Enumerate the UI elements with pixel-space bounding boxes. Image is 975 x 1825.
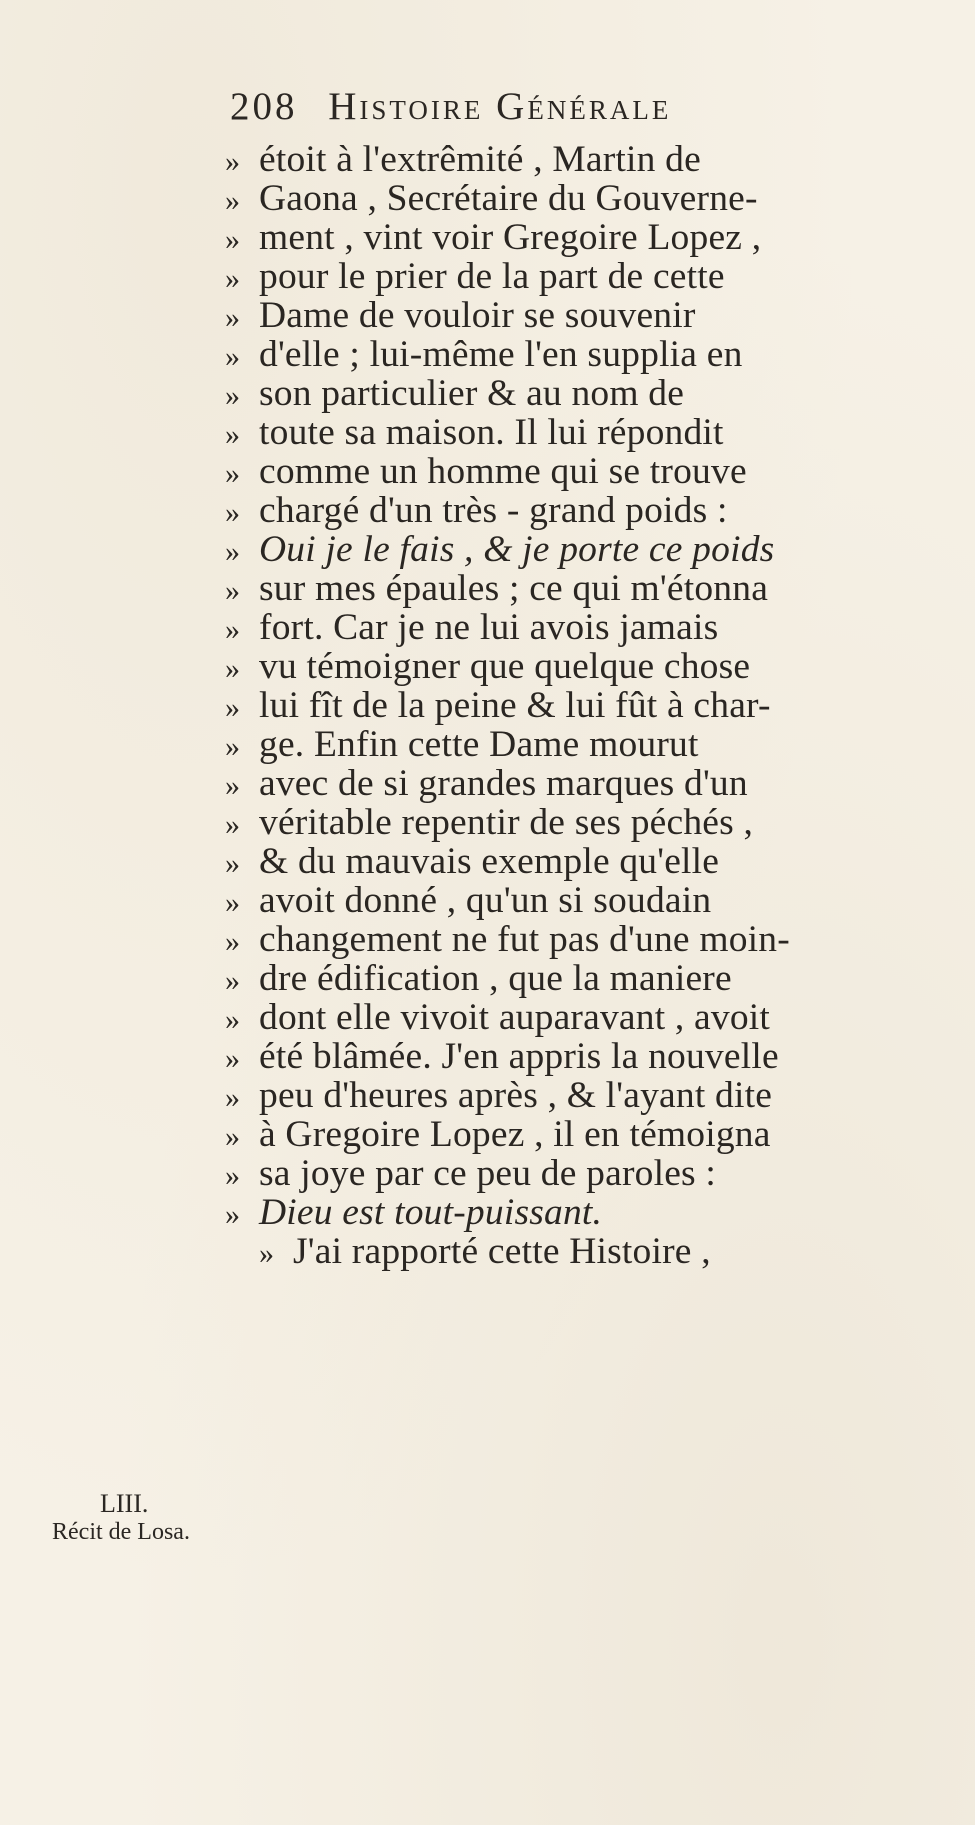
quote-mark: » <box>225 223 241 256</box>
text-line: » & du mauvais exemple qu'elle <box>225 841 720 882</box>
text-line: » ment , vint voir Gregoire Lopez , <box>225 217 762 258</box>
quote-mark: » <box>225 457 241 490</box>
running-head: Histoire Générale <box>328 85 672 128</box>
text-line: » avec de si grandes marques d'un <box>225 763 748 804</box>
quote-mark: » <box>225 847 241 880</box>
quote-mark: » <box>225 184 241 217</box>
text-line-italic: » Dieu est tout-puissant. <box>225 1192 603 1233</box>
text-line: » chargé d'un très - grand poids : <box>225 490 728 531</box>
text-line: » d'elle ; lui-même l'en supplia en <box>225 334 743 375</box>
quote-mark: » <box>225 301 241 334</box>
text-line: » changement ne fut pas d'une moin- <box>225 919 790 960</box>
text-line: » avoit donné , qu'un si soudain <box>225 880 712 921</box>
quote-mark: » <box>225 808 241 841</box>
text-line: » J'ai rapporté cette Histoire , <box>259 1231 711 1272</box>
text-line: » son particulier & au nom de <box>225 373 685 414</box>
quote-mark: » <box>225 535 241 568</box>
page-number: 208 <box>230 85 298 128</box>
quote-mark: » <box>225 613 241 646</box>
quote-mark: » <box>225 1081 241 1114</box>
quote-mark: » <box>225 574 241 607</box>
margin-note-text: Récit de Losa. <box>52 1519 190 1545</box>
text-line: » ge. Enfin cette Dame mourut <box>225 724 699 765</box>
text-line: » sur mes épaules ; ce qui m'étonna <box>225 568 769 609</box>
margin-note <box>52 1490 232 1546</box>
quote-mark: » <box>225 262 241 295</box>
quote-mark: » <box>225 730 241 763</box>
text-line: » vu témoigner que quelque chose <box>225 646 751 687</box>
quote-mark: » <box>225 340 241 373</box>
text-line: » fort. Car je ne lui avois jamais <box>225 607 719 648</box>
text-line: » à Gregoire Lopez , il en témoigna <box>225 1114 771 1155</box>
quote-mark: » <box>225 769 241 802</box>
quote-mark: » <box>225 1003 241 1036</box>
text-line: » Gaona , Secrétaire du Gouverne- <box>225 178 758 219</box>
quote-mark: » <box>225 1120 241 1153</box>
margin-note-number: LIII. <box>100 1489 149 1518</box>
text-line: » pour le prier de la part de cette <box>225 256 725 297</box>
page-header <box>230 84 880 129</box>
text-line: » lui fît de la peine & lui fût à char- <box>225 685 771 726</box>
quote-mark: » <box>225 925 241 958</box>
quote-mark: » <box>259 1237 275 1270</box>
text-line: » véritable repentir de ses péchés , <box>225 802 754 843</box>
text-line: » été blâmée. J'en appris la nouvelle <box>225 1036 779 1077</box>
text-line: » dre édification , que la maniere <box>225 958 732 999</box>
text-line: » Dame de vouloir se souvenir <box>225 295 696 336</box>
body-text <box>225 140 925 1271</box>
quote-mark: » <box>225 964 241 997</box>
quote-mark: » <box>225 496 241 529</box>
quote-mark: » <box>225 691 241 724</box>
quote-mark: » <box>225 886 241 919</box>
quote-mark: » <box>225 418 241 451</box>
quote-mark: » <box>225 379 241 412</box>
quote-mark: » <box>225 1198 241 1231</box>
text-line: » sa joye par ce peu de paroles : <box>225 1153 717 1194</box>
quote-mark: » <box>225 1159 241 1192</box>
text-line: » étoit à l'extrêmité , Martin de <box>225 139 701 180</box>
text-line: » peu d'heures après , & l'ayant dite <box>225 1075 773 1116</box>
quote-mark: » <box>225 1042 241 1075</box>
text-line-italic: » Oui je le fais , & je porte ce poids <box>225 529 775 570</box>
text-line: » toute sa maison. Il lui répondit <box>225 412 724 453</box>
text-line: » dont elle vivoit auparavant , avoit <box>225 997 771 1038</box>
quote-mark: » <box>225 145 241 178</box>
quote-mark: » <box>225 652 241 685</box>
text-line: » comme un homme qui se trouve <box>225 451 747 492</box>
